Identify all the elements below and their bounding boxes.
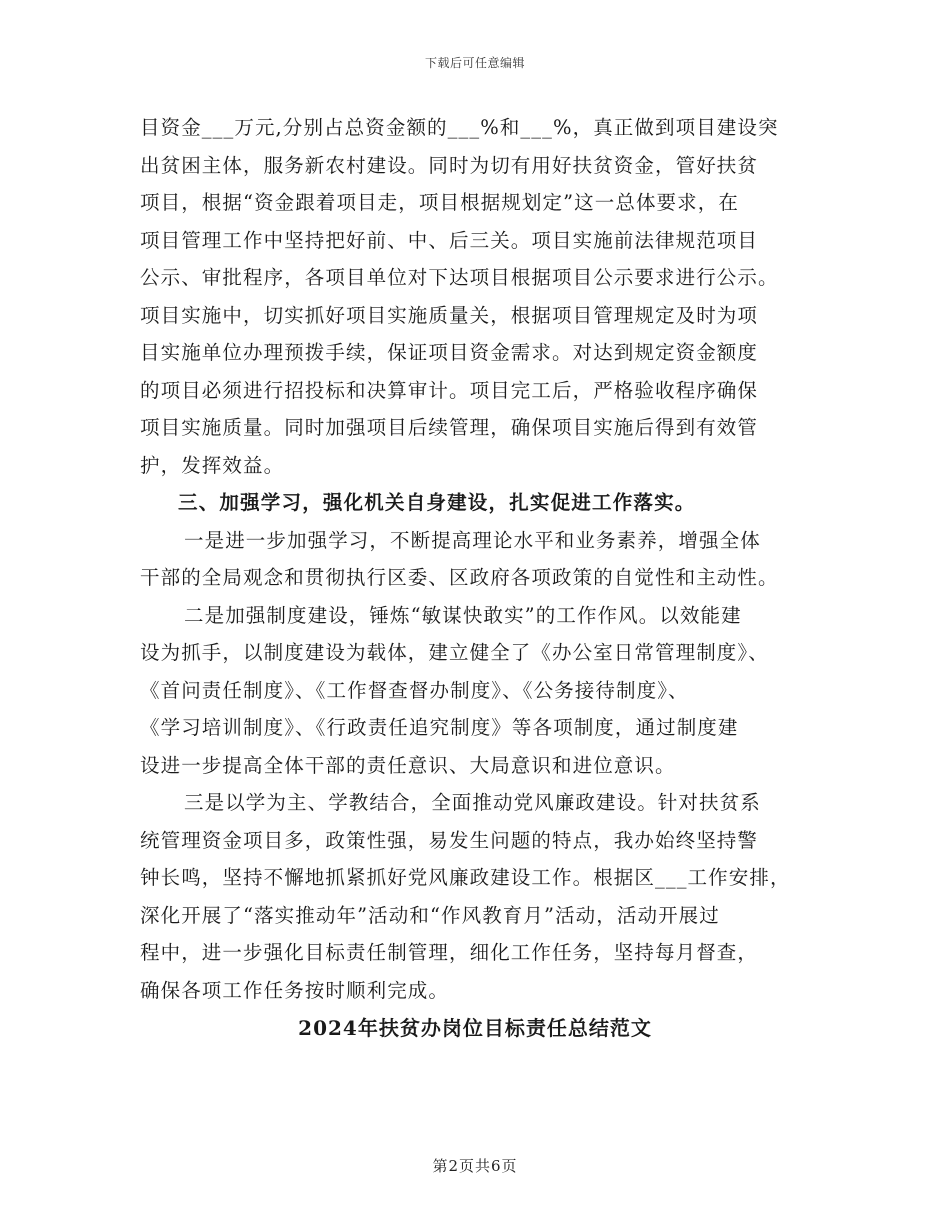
text-line: 护，发挥效益。: [140, 453, 285, 477]
text-line: 目实施单位办理预拨手续，保证项目资金需求。对达到规定资金额度: [140, 341, 759, 364]
text-line: 出贫困主体，服务新农村建设。同时为切有用好扶贫资金，管好扶贫: [140, 153, 759, 177]
text-line: 设为抓手，以制度建设为载体，建立健全了《办公室日常管理制度》、: [140, 641, 769, 664]
page-number: 第2页共6页: [432, 1157, 518, 1175]
text-line: 公示、审批程序，各项目单位对下达项目根据项目公示要求进行公示。: [140, 266, 779, 289]
paragraph-first-line: 二是加强制度建设，锤炼“敏谋快敢实”的工作作风。以效能建: [184, 603, 742, 627]
text-line: 《首问责任制度》、《工作督查督办制度》、《公务接待制度》、: [140, 678, 689, 702]
paragraph-first-line: 三是以学为主、学教结合，全面推动党风廉政建设。针对扶贫系: [184, 791, 761, 814]
text-line: 项目管理工作中坚持把好前、中、后三关。项目实施前法律规范项目: [140, 228, 759, 252]
paragraph-first-line: 一是进一步加强学习，不断提高理论水平和业务素养，增强全体: [184, 528, 761, 552]
text-line: 的项目必须进行招投标和决算审计。项目完工后，严格验收程序确保: [140, 378, 759, 402]
text-line: 《学习培训制度》、《行政责任追究制度》等各项制度，通过制度建: [140, 716, 739, 739]
document-body: [140, 109, 820, 1009]
text-line: 钟长鸣，坚持不懈地抓紧抓好党风廉政建设工作。根据区___工作安排，: [140, 866, 791, 889]
text-line: 深化开展了“落实推动年”活动和“作风教育月”活动，活动开展过: [140, 903, 720, 927]
text-line: 项目实施质量。同时加强项目后续管理，确保项目实施后得到有效管: [140, 416, 759, 439]
text-line: 项目，根据“资金跟着项目走，项目根据规划定”这一总体要求，在: [140, 191, 739, 214]
text-line: 目资金___万元,分别占总资金额的___%和___%，真正做到项目建设突: [140, 116, 779, 139]
text-line: 确保各项工作任务按时顺利完成。: [140, 978, 450, 1002]
text-line: 程中，进一步强化目标责任制管理，细化工作任务，坚持每月督查，: [140, 941, 759, 964]
text-line: 干部的全局观念和贯彻执行区委、区政府各项政策的自觉性和主动性。: [140, 566, 779, 589]
text-line: 设进一步提高全体干部的责任意识、大局意识和进位意识。: [140, 753, 676, 777]
page-header-note: 下载后可任意编辑: [424, 56, 525, 70]
text-line: 统管理资金项目多，政策性强，易发生问题的特点，我办始终坚持警: [140, 828, 759, 852]
document-title: 2024年扶贫办岗位目标责任总结范文: [298, 1016, 652, 1040]
text-line: 项目实施中，切实抓好项目实施质量关，根据项目管理规定及时为项: [140, 303, 759, 327]
section-heading: 三、加强学习，强化机关自身建设，扎实促进工作落实。: [178, 491, 696, 514]
